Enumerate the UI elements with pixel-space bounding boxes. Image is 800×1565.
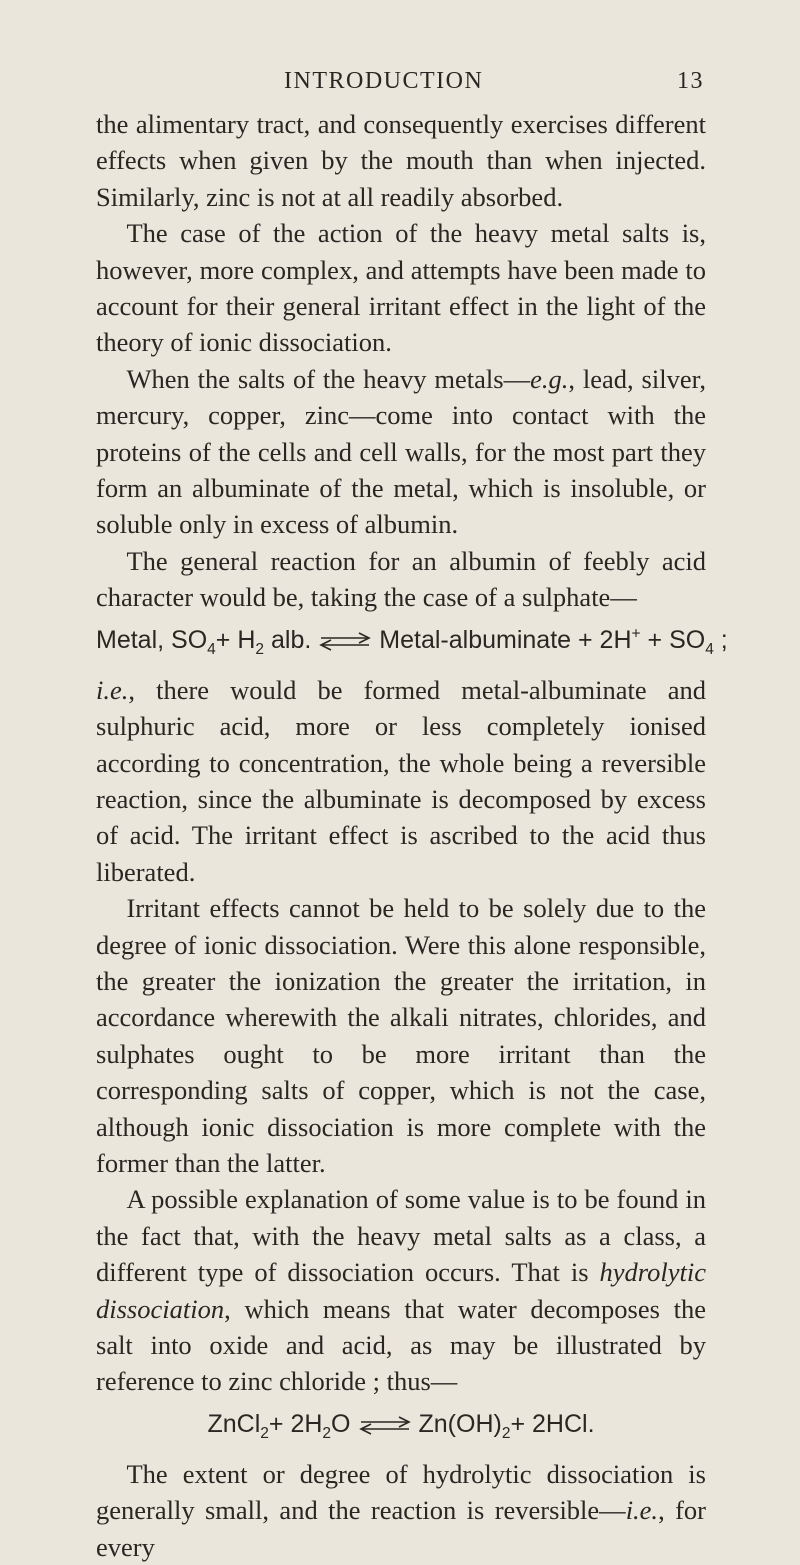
page-number: 13: [677, 68, 704, 94]
paragraph-1: the alimentary tract, and consequently exercises different effects when given by the mouth than when injected. Similarly, zinc is not at all readily absorbed.: [96, 109, 706, 212]
paragraph-3: [96, 361, 706, 543]
eq1-sub4: 4: [207, 640, 216, 658]
eq1-metal: Metal,: [96, 625, 165, 654]
paragraph-8-ie: i.e.: [625, 1495, 659, 1526]
paragraph-6: Irritant effects cannot be held to be solely due to the degree of ionic dissociation. Were this alone responsible, the greater the ionization the greater the irritation, in accordance wherewith the alkali nitrates, chlorides, and sulphates ought to be more irritant than the corresponding salts of copper, which is not the case, although ionic dissociation is more complete with the former than the latter.: [96, 893, 706, 1178]
eq1-sup-plus: +: [631, 625, 641, 643]
eq1-rhs-sub4: 4: [705, 640, 714, 658]
paragraph-3-rest: , lead, silver, mercury, copper, zinc—come into contact with the proteins of the cells and cell walls, for the most part they form an albuminate of the metal, which is insoluble, or soluble only in excess of albumin.: [96, 363, 706, 540]
reversible-arrow-icon: [317, 631, 373, 651]
equation-zinc-chloride: [96, 1406, 706, 1442]
paragraph-8-rest: , for every: [96, 1495, 706, 1562]
paragraph-5-rest: , there would be formed metal-albuminate and sulphuric acid, more or less completely ionised according to concentration, the whole being a reversible reaction, since the albuminate is decomposed by excess of acid. The irritant effect is ascribed to the acid thus liberated.: [96, 674, 706, 887]
paragraph-3-start: When the salts of the heavy metals—: [126, 363, 531, 394]
eq2-h2o-a: + 2H: [268, 1409, 323, 1438]
paragraph-8: [96, 1456, 706, 1565]
paragraph-5: [96, 672, 706, 890]
paragraph-2: The case of the action of the heavy metal salts is, however, more complex, and attempts have been made to account for their general irritant effect in the light of the theory of ionic dissociation.: [96, 218, 706, 358]
eq2-sub2a: 2: [260, 1424, 269, 1442]
eq1-sub2: 2: [255, 640, 265, 658]
eq2-sub2b: 2: [322, 1424, 332, 1442]
paragraph-5-ie: i.e.: [96, 674, 129, 705]
eq1-plus-h: + H: [215, 625, 256, 654]
paragraph-7-start: A possible explanation of some value is to be found in the fact that, with the heavy metal salts as a class, a different type of dissociation occurs. That is: [96, 1184, 706, 1288]
body-text: [96, 106, 728, 1565]
running-title: INTRODUCTION: [284, 68, 484, 94]
equation-sulphate: [96, 622, 728, 658]
eq2-hcl: + 2HCl.: [510, 1409, 595, 1438]
paragraph-3-eg: e.g.: [530, 363, 569, 394]
eq2-sub2c: 2: [501, 1424, 511, 1442]
eq2-h2o-b: O: [331, 1409, 351, 1438]
paragraph-8-start: The extent or degree of hydrolytic dissociation is generally small, and the reaction is reversible—: [96, 1458, 706, 1526]
paragraph-7-italic: hydrolytic dissociation: [96, 1257, 706, 1324]
reversible-arrow-icon: [357, 1415, 413, 1435]
eq2-zncl: ZnCl: [207, 1409, 261, 1438]
paragraph-7-rest: , which means that water decomposes the salt into oxide and acid, as may be illustrated by reference to zinc chloride ; thus—: [96, 1293, 706, 1397]
eq1-rhs: Metal-albuminate + 2H: [379, 625, 632, 654]
eq1-alb: alb.: [270, 625, 312, 654]
eq1-end: ;: [720, 625, 728, 654]
paragraph-4: The general reaction for an albumin of feebly acid character would be, taking the case of a sulphate—: [96, 545, 706, 613]
eq1-rhs-so4: + SO: [647, 625, 706, 654]
eq2-zn-oh: Zn(OH): [418, 1409, 502, 1438]
running-head: [96, 68, 704, 108]
paragraph-7: [96, 1181, 706, 1399]
eq1-so4: SO: [171, 625, 208, 654]
